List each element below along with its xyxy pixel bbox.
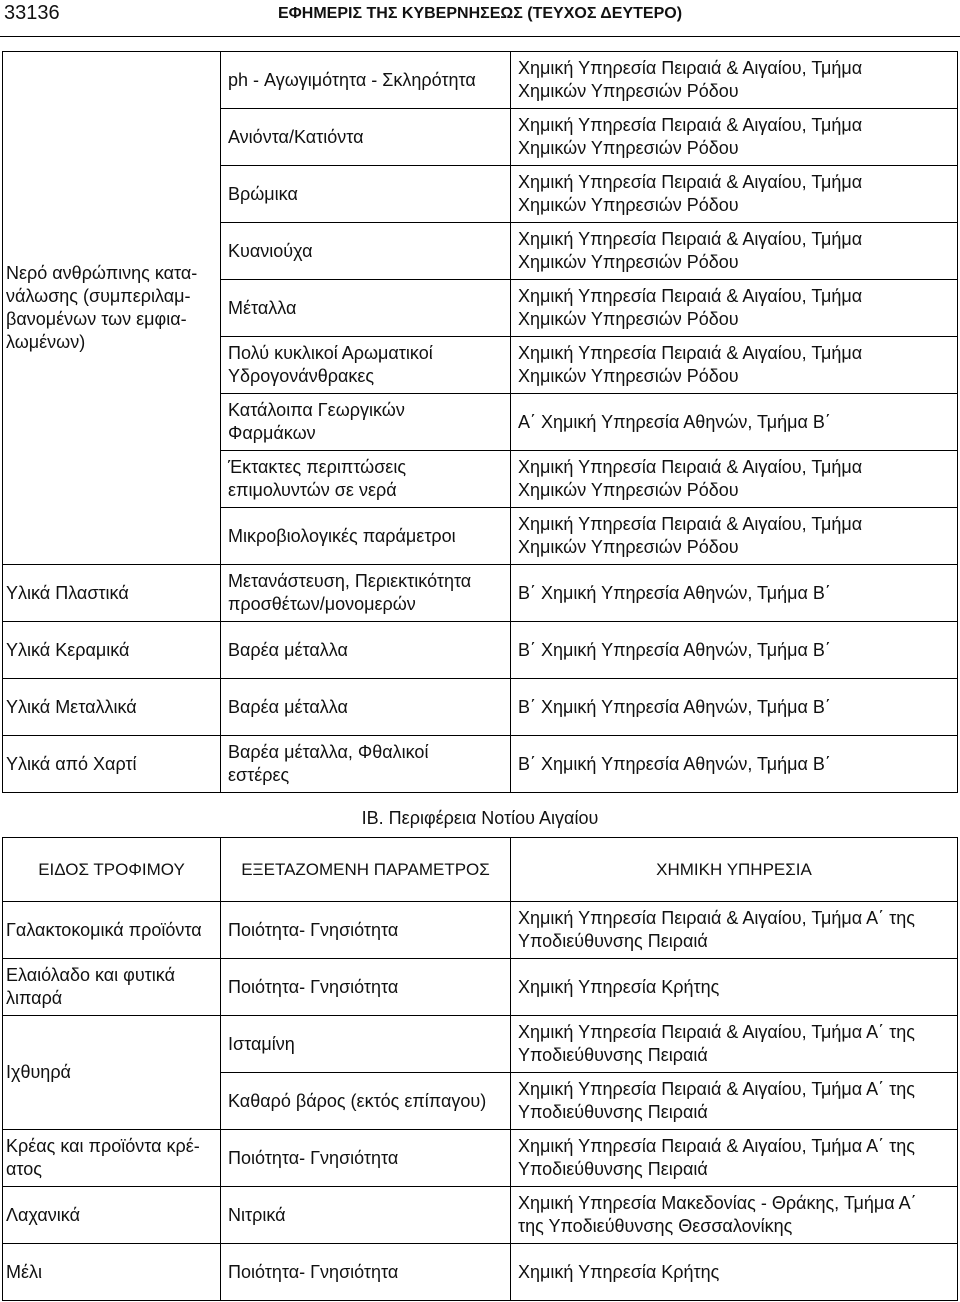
chemical-service-cell: Β΄ Χημική Υπηρεσία Αθηνών, Τμήμα Β΄ xyxy=(511,622,957,678)
category-cell: Υλικά Κεραμικά xyxy=(3,622,220,678)
parameter-cell: Κυανιούχα xyxy=(221,223,510,279)
parameter-cell: Μετανάστευση, Περιεκτικότητα προσθέτων/μονομερών xyxy=(221,565,510,621)
category-cell: Υλικά Πλαστικά xyxy=(3,565,220,621)
chemical-service-cell: Χημική Υπηρεσία Πειραιά & Αιγαίου, Τμήμα Α΄ της Υποδιεύθυνσης Πειραιά xyxy=(511,1130,957,1186)
column-header: ΧΗΜΙΚΗ ΥΠΗΡΕΣΙΑ xyxy=(511,838,957,901)
food-type-cell: Ελαιόλαδο και φυτικά λιπαρά xyxy=(3,959,220,1015)
parameter-cell: Βαρέα μέταλλα xyxy=(221,622,510,678)
column-header: ΕΞΕΤΑΖΟΜΕΝΗ ΠΑΡΑΜΕΤΡΟΣ xyxy=(221,838,510,901)
chemical-service-cell: Χημική Υπηρεσία Πειραιά & Αιγαίου, Τμήμα Χημικών Υπηρεσιών Ρόδου xyxy=(511,109,957,165)
chemical-service-cell: Χημική Υπηρεσία Πειραιά & Αιγαίου, Τμήμα Χημικών Υπηρεσιών Ρόδου xyxy=(511,52,957,108)
chemical-service-cell: Χημική Υπηρεσία Πειραιά & Αιγαίου, Τμήμα Α΄ της Υποδιεύθυνσης Πειραιά xyxy=(511,902,957,958)
gazette-title: ΕΦΗΜΕΡΙΣ ΤΗΣ ΚΥΒΕΡΝΗΣΕΩΣ (ΤΕΥΧΟΣ ΔΕΥΤΕΡΟ) xyxy=(277,5,683,22)
chemical-service-cell: Χημική Υπηρεσία Κρήτης xyxy=(511,1244,957,1300)
chemical-service-cell: Χημική Υπηρεσία Πειραιά & Αιγαίου, Τμήμα Χημικών Υπηρεσιών Ρόδου xyxy=(511,337,957,393)
chemical-service-cell: Χημική Υπηρεσία Πειραιά & Αιγαίου, Τμήμα Α΄ της Υποδιεύθυνσης Πειραιά xyxy=(511,1016,957,1072)
chemical-service-cell: Χημική Υπηρεσία Πειραιά & Αιγαίου, Τμήμα Α΄ της Υποδιεύθυνσης Πειραιά xyxy=(511,1073,957,1129)
parameter-cell: Κατάλοιπα Γεωργικών Φαρμάκων xyxy=(221,394,510,450)
page-number: 33136 xyxy=(4,2,60,24)
water-and-materials-table xyxy=(2,51,958,793)
parameter-cell: Πολύ κυκλικοί Αρωματικοί Υδρογονάνθρακες xyxy=(221,337,510,393)
category-cell: Νερό ανθρώπινης κατα- νάλωσης (συμπεριλαμ- βανομένων των εμφια- λωμένων) xyxy=(3,52,220,564)
chemical-service-cell: Β΄ Χημική Υπηρεσία Αθηνών, Τμήμα Β΄ xyxy=(511,736,957,792)
parameter-cell: Βρώμικα xyxy=(221,166,510,222)
parameter-cell: Ποιότητα- Γνησιότητα xyxy=(221,959,510,1015)
food-control-table xyxy=(2,837,958,1301)
parameter-cell: Ισταμίνη xyxy=(221,1016,510,1072)
parameter-cell: Νιτρικά xyxy=(221,1187,510,1243)
chemical-service-cell: Β΄ Χημική Υπηρεσία Αθηνών, Τμήμα Β΄ xyxy=(511,565,957,621)
section-title: ΙΒ. Περιφέρεια Νοτίου Αιγαίου xyxy=(361,808,599,828)
chemical-service-cell: Χημική Υπηρεσία Μακεδονίας - Θράκης, Τμήμα Α΄ της Υποδιεύθυνσης Θεσσαλονίκης xyxy=(511,1187,957,1243)
parameter-cell: Ανιόντα/Κατιόντα xyxy=(221,109,510,165)
parameter-cell: ph - Αγωγιμότητα - Σκληρότητα xyxy=(221,52,510,108)
parameter-cell: Ποιότητα- Γνησιότητα xyxy=(221,902,510,958)
parameter-cell: Βαρέα μέταλλα xyxy=(221,679,510,735)
chemical-service-cell: Χημική Υπηρεσία Πειραιά & Αιγαίου, Τμήμα Χημικών Υπηρεσιών Ρόδου xyxy=(511,508,957,564)
category-cell: Υλικά από Χαρτί xyxy=(3,736,220,792)
chemical-service-cell: Χημική Υπηρεσία Πειραιά & Αιγαίου, Τμήμα Χημικών Υπηρεσιών Ρόδου xyxy=(511,166,957,222)
chemical-service-cell: Χημική Υπηρεσία Πειραιά & Αιγαίου, Τμήμα Χημικών Υπηρεσιών Ρόδου xyxy=(511,451,957,507)
chemical-service-cell: Χημική Υπηρεσία Πειραιά & Αιγαίου, Τμήμα Χημικών Υπηρεσιών Ρόδου xyxy=(511,280,957,336)
parameter-cell: Καθαρό βάρος (εκτός επίπαγου) xyxy=(221,1073,510,1129)
parameter-cell: Μέταλλα xyxy=(221,280,510,336)
parameter-cell: Ποιότητα- Γνησιότητα xyxy=(221,1130,510,1186)
category-cell: Υλικά Μεταλλικά xyxy=(3,679,220,735)
chemical-service-cell: Β΄ Χημική Υπηρεσία Αθηνών, Τμήμα Β΄ xyxy=(511,679,957,735)
food-type-cell: Γαλακτοκομικά προϊόντα xyxy=(3,902,220,958)
food-type-cell: Κρέας και προϊόντα κρέ- ατος xyxy=(3,1130,220,1186)
chemical-service-cell: Α΄ Χημική Υπηρεσία Αθηνών, Τμήμα Β΄ xyxy=(511,394,957,450)
parameter-cell: Ποιότητα- Γνησιότητα xyxy=(221,1244,510,1300)
food-type-cell: Λαχανικά xyxy=(3,1187,220,1243)
food-type-cell: Ιχθυηρά xyxy=(3,1016,220,1129)
chemical-service-cell: Χημική Υπηρεσία Πειραιά & Αιγαίου, Τμήμα Χημικών Υπηρεσιών Ρόδου xyxy=(511,223,957,279)
page-header xyxy=(0,0,960,37)
parameter-cell: Βαρέα μέταλλα, Φθαλικοί εστέρες xyxy=(221,736,510,792)
chemical-service-cell: Χημική Υπηρεσία Κρήτης xyxy=(511,959,957,1015)
parameter-cell: Μικροβιολογικές παράμετροι xyxy=(221,508,510,564)
parameter-cell: Έκτακτες περιπτώσεις επιμολυντών σε νερά xyxy=(221,451,510,507)
column-header: ΕΙΔΟΣ ΤΡΟΦΙΜΟΥ xyxy=(3,838,220,901)
food-type-cell: Μέλι xyxy=(3,1244,220,1300)
